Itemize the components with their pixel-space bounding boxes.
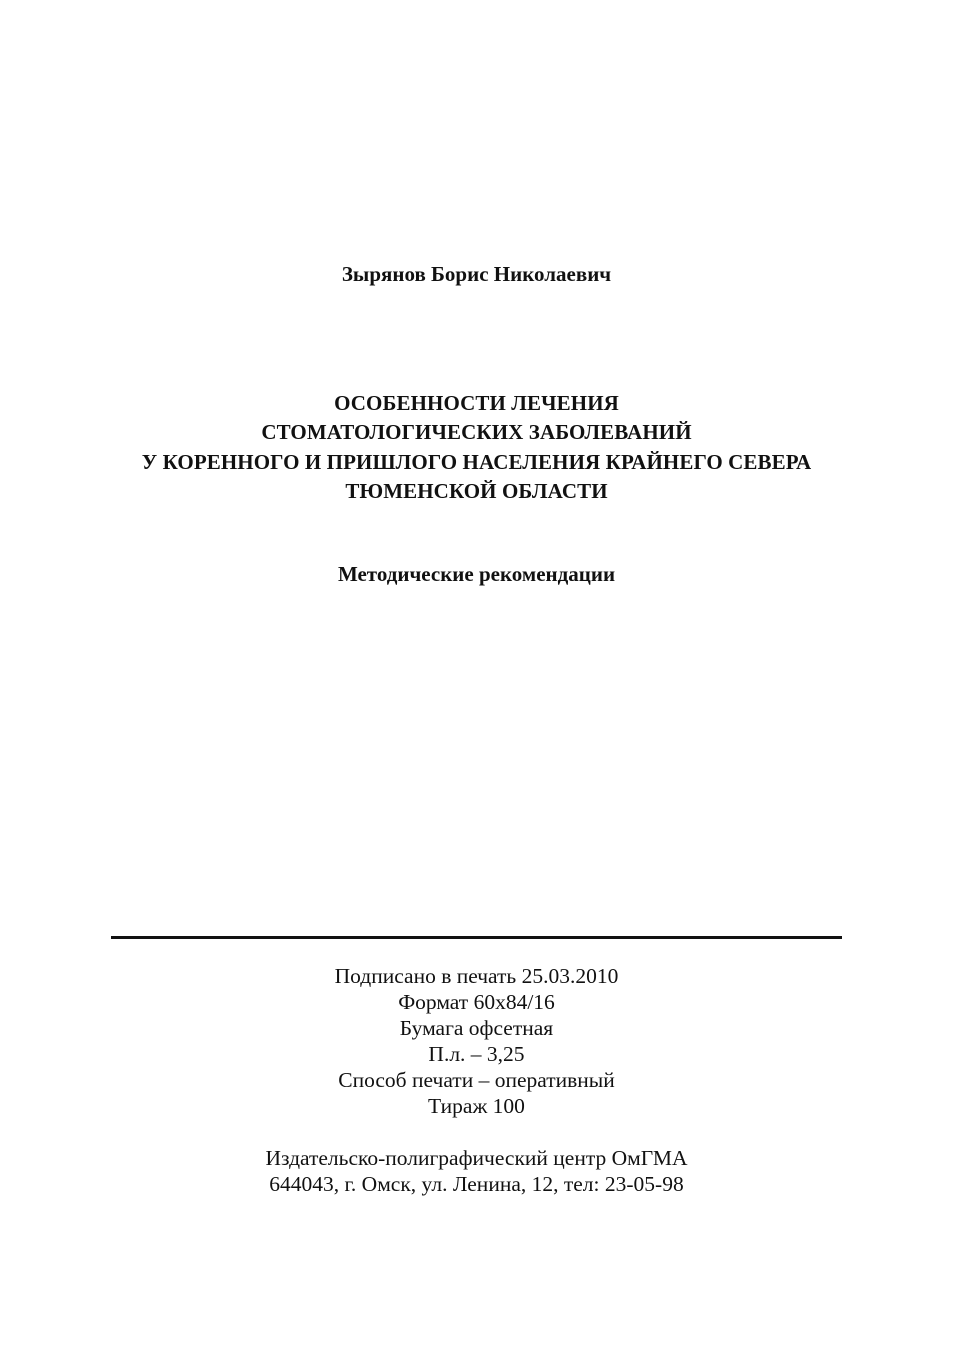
horizontal-divider <box>111 936 842 939</box>
title-line-2: СТОМАТОЛОГИЧЕСКИХ ЗАБОЛЕВАНИЙ <box>261 420 692 444</box>
title-line-1: ОСОБЕННОСТИ ЛЕЧЕНИЯ <box>334 391 619 415</box>
author-name: Зырянов Борис Николаевич <box>341 262 612 286</box>
imprint-printed-sheets: П.л. – 3,25 <box>428 1042 525 1066</box>
imprint-print-run: Тираж 100 <box>428 1094 525 1118</box>
imprint-paper: Бумага офсетная <box>399 1016 554 1040</box>
publisher-address: 644043, г. Омск, ул. Ленина, 12, тел: 23-05-98 <box>269 1172 684 1196</box>
title-line-3: У КОРЕННОГО И ПРИШЛОГО НАСЕЛЕНИЯ КРАЙНЕГО СЕВЕРА <box>141 450 812 474</box>
imprint-print-method: Способ печати – оперативный <box>338 1068 615 1092</box>
title-line-4: ТЮМЕНСКОЙ ОБЛАСТИ <box>345 479 608 503</box>
imprint-signed-date: Подписано в печать 25.03.2010 <box>334 964 619 988</box>
imprint-format: Формат 60х84/16 <box>398 990 555 1014</box>
document-subtitle: Методические рекомендации <box>337 562 616 586</box>
publisher-name: Издательско-полиграфический центр ОмГМА <box>265 1146 688 1170</box>
